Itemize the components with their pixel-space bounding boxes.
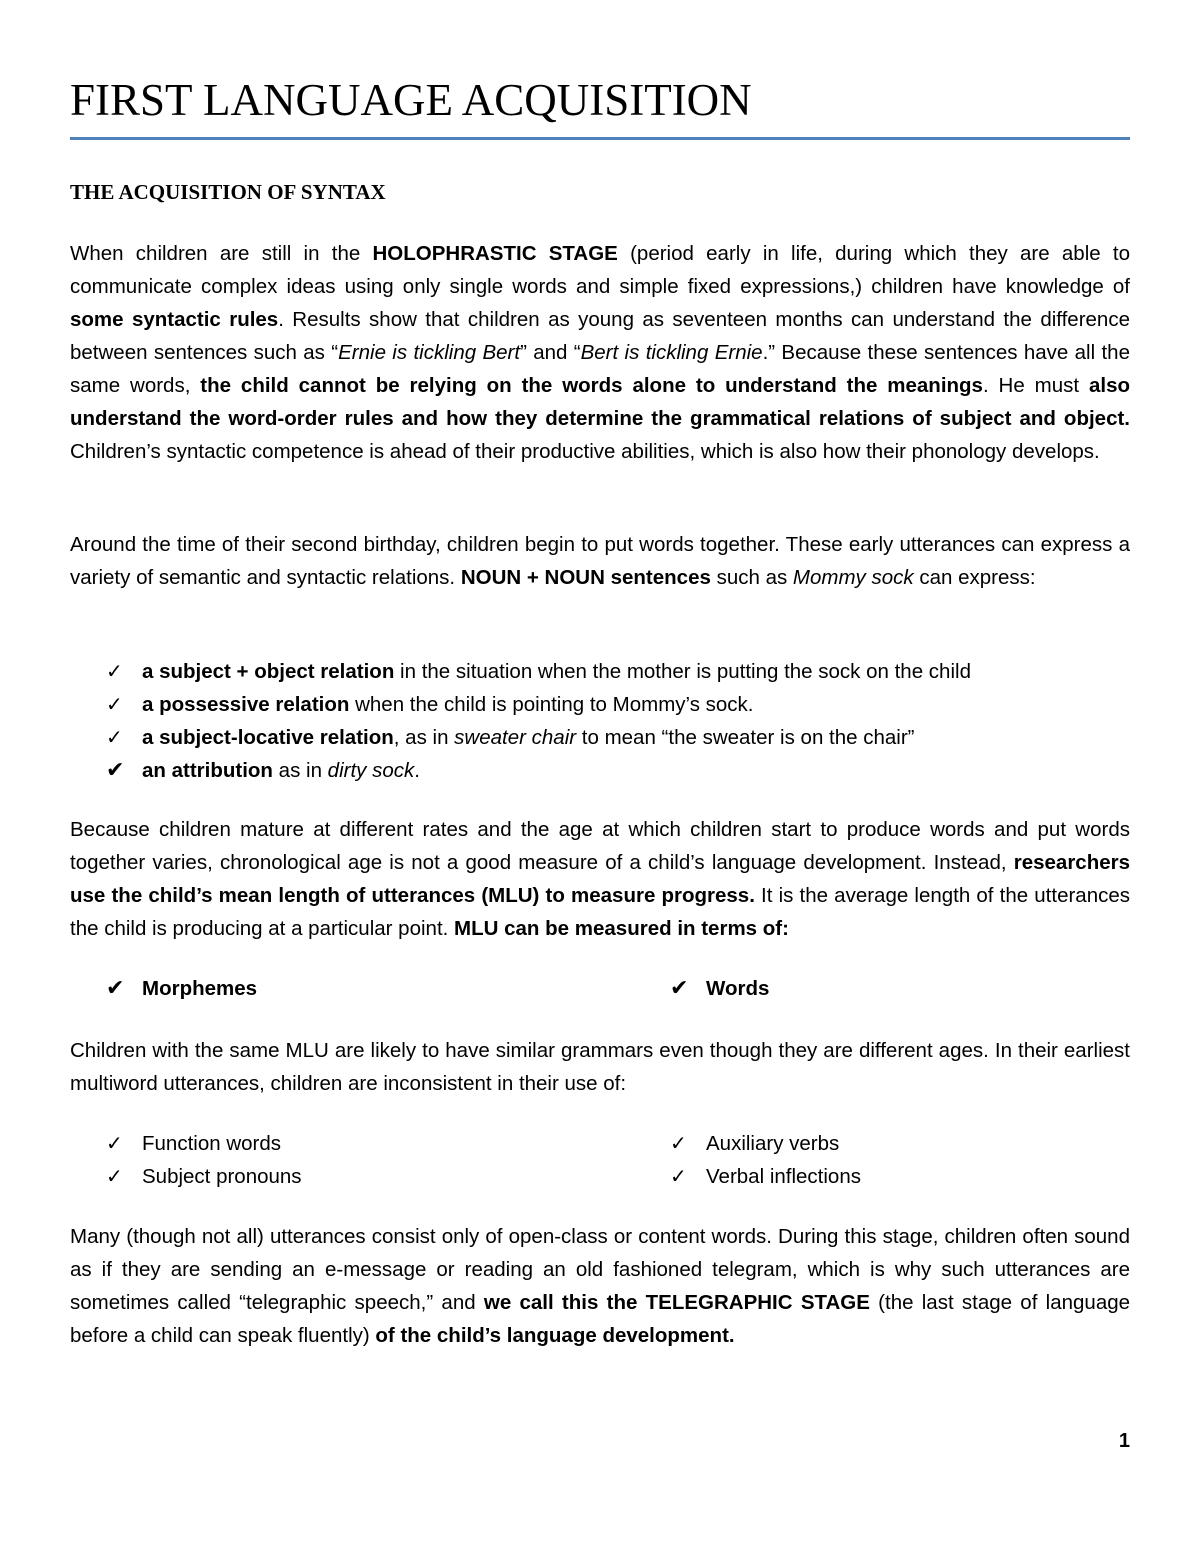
list-item: ✔ Morphemes (106, 972, 257, 1005)
document-title: FIRST LANGUAGE ACQUISITION (70, 75, 752, 125)
heavy-check-icon: ✔ (106, 758, 125, 783)
title-underline (70, 137, 1130, 140)
paragraph-holophrastic: When children are still in the HOLOPHRASTIC STAGE (period early in life, during which they are able to communicate complex ideas using only single words and simple fixed expressions,) children have knowledge of some syntactic rules. Results show that children as young as seventeen months can understand the difference between sentences such as “Ernie is tickling Bert” and “Bert is tickling Ernie.” Because these sentences have all the same words, the child cannot be relying on the words alone to understand the meanings. He must also understand the word-order rules and how they determine the grammatical relations of subject and object. Children’s syntactic competence is ahead of their productive abilities, which is also how their phonology develops. (70, 242, 1130, 463)
term-holophrastic-stage: HOLOPHRASTIC STAGE (372, 242, 618, 265)
heavy-check-icon: ✔ (106, 976, 125, 1001)
check-icon: ✓ (106, 659, 123, 683)
list-item: ✔ Words (670, 972, 769, 1005)
list-item: ✓ Verbal inflections (670, 1160, 861, 1193)
check-icon: ✓ (106, 1164, 123, 1188)
check-icon: ✓ (106, 725, 123, 749)
check-icon: ✓ (106, 692, 123, 716)
section-heading: THE ACQUISITION OF SYNTAX (70, 180, 386, 204)
list-item: ✓ Function words (106, 1127, 302, 1160)
paragraph-mlu: Because children mature at different rates and the age at which children start to produce words and put words together varies, chronological age is not a good measure of a child’s language development. Instead, researchers use the child’s mean length of utterances (MLU) to measure progress. It is the average length of the utterances the child is producing at a particular point. MLU can be measured in terms of: (70, 818, 1130, 940)
relations-list (70, 655, 1130, 787)
term-telegraphic-stage: we call this the TELEGRAPHIC STAGE (483, 1291, 870, 1314)
list-item: ✓ a possessive relation when the child is pointing to Mommy’s sock. (70, 688, 1130, 721)
list-item: ✓ Auxiliary verbs (670, 1127, 861, 1160)
list-item: ✓ a subject-locative relation, as in sweater chair to mean “the sweater is on the chair” (70, 721, 1130, 754)
check-icon: ✓ (670, 1131, 687, 1155)
check-icon: ✓ (670, 1164, 687, 1188)
check-icon: ✓ (106, 1131, 123, 1155)
paragraph-noun-noun: Around the time of their second birthday, children begin to put words together. These early utterances can express a variety of semantic and syntactic relations. NOUN + NOUN sentences such as Mommy sock can express: (70, 533, 1130, 589)
heavy-check-icon: ✔ (670, 976, 689, 1001)
paragraph-same-mlu: Children with the same MLU are likely to have similar grammars even though they are different ages. In their earliest multiword utterances, children are inconsistent in their use of: (70, 1039, 1130, 1095)
list-item: ✔ an attribution as in dirty sock. (70, 754, 1130, 787)
paragraph-telegraphic: Many (though not all) utterances consist only of open-class or content words. During this stage, children often sound as if they are sending an e-message or reading an old fashioned telegram, which is why such utterances are sometimes called “telegraphic speech,” and we call this the TELEGRAPHIC STAGE (the last stage of language before a child can speak fluently) of the child’s language development. (70, 1225, 1131, 1347)
list-item: ✓ Subject pronouns (106, 1160, 302, 1193)
list-item: ✓ a subject + object relation in the situation when the mother is putting the sock on the child (70, 655, 1130, 688)
page-number: 1 (1118, 1430, 1130, 1452)
